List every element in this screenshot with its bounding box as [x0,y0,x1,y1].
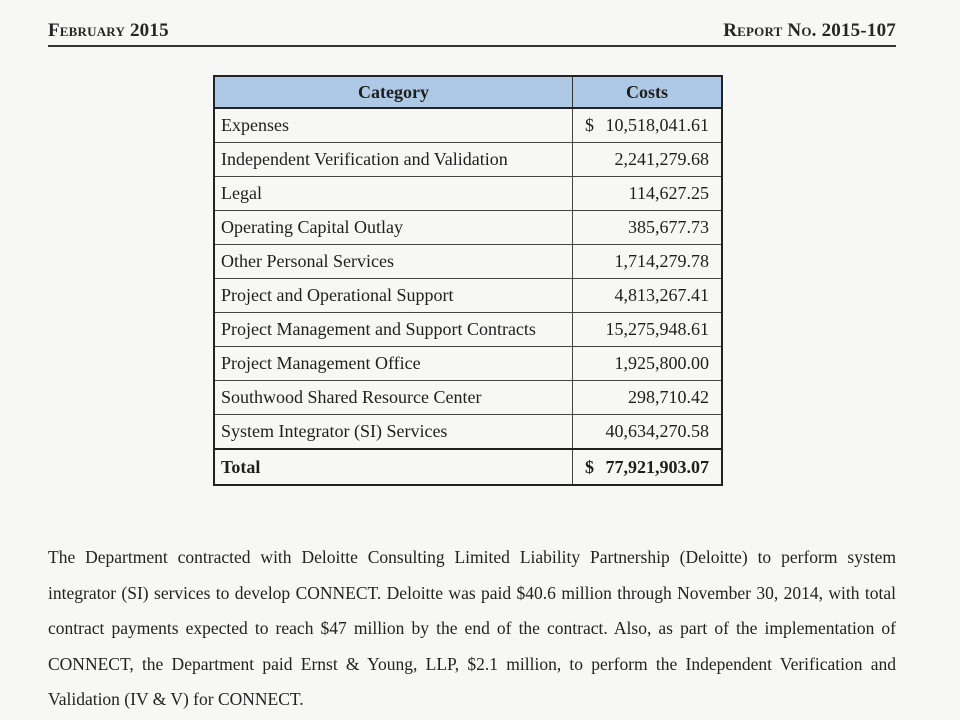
cost-value: 10,518,041.61 [605,115,709,135]
table-row [214,245,722,279]
cost-cell [573,313,723,347]
cost-cell [573,279,723,313]
column-header-costs: Costs [573,76,723,108]
category-cell: Independent Verification and Validation [214,143,573,177]
table-body [214,108,722,485]
cost-cell [573,415,723,450]
category-cell: Project Management and Support Contracts [214,313,573,347]
table-row [214,143,722,177]
table-row [214,108,722,143]
cost-value: 77,921,903.07 [605,456,709,477]
cost-value: 4,813,267.41 [614,285,709,305]
table-row [214,279,722,313]
cost-cell [573,108,723,143]
column-header-category: Category [214,76,573,108]
cost-value: 1,925,800.00 [614,353,709,373]
cost-value: 40,634,270.58 [605,421,709,441]
table-row [214,415,722,450]
cost-value: 2,241,279.68 [614,149,709,169]
cost-value: 15,275,948.61 [605,319,709,339]
cost-cell [573,143,723,177]
header-report-number: Report No. 2015-107 [723,20,896,41]
table-row [214,177,722,211]
costs-table [213,75,723,486]
page-header [48,20,896,46]
table-row [214,347,722,381]
category-cell: System Integrator (SI) Services [214,415,573,450]
body-paragraph: The Department contracted with Deloitte Consulting Limited Liability Partnership (Deloitte) to perform system integrator (SI) services to develop CONNECT. Deloitte was paid $40.6 million through November 30, 2014, with total contract payments expected to reach $47 million by the end of the contract. Also, as part of the implementation of CONNECT, the Department paid Ernst & Young, LLP, $2.1 million, to perform the Independent Verification and Validation (IV & V) for CONNECT. [48,547,896,709]
total-cost-cell [573,449,723,485]
cost-value: 1,714,279.78 [614,251,709,271]
total-label: Total [214,449,573,485]
dollar-sign: $ [585,456,594,477]
table-row [214,313,722,347]
cost-cell [573,245,723,279]
cost-cell [573,211,723,245]
category-cell: Expenses [214,108,573,143]
table-total-row [214,449,722,485]
cost-cell [573,177,723,211]
category-cell: Project and Operational Support [214,279,573,313]
category-cell: Project Management Office [214,347,573,381]
cost-value: 385,677.73 [628,217,709,237]
table-header-row [214,76,722,108]
table-row [214,211,722,245]
cost-value: 298,710.42 [628,387,709,407]
category-cell: Other Personal Services [214,245,573,279]
cost-value: 114,627.25 [628,183,709,203]
category-cell: Legal [214,177,573,211]
header-date: February 2015 [48,20,169,41]
header-rule [48,45,896,47]
dollar-sign: $ [585,115,594,135]
costs-table-container [213,75,723,486]
cost-cell [573,347,723,381]
category-cell: Operating Capital Outlay [214,211,573,245]
table-row [214,381,722,415]
cost-cell [573,381,723,415]
category-cell: Southwood Shared Resource Center [214,381,573,415]
